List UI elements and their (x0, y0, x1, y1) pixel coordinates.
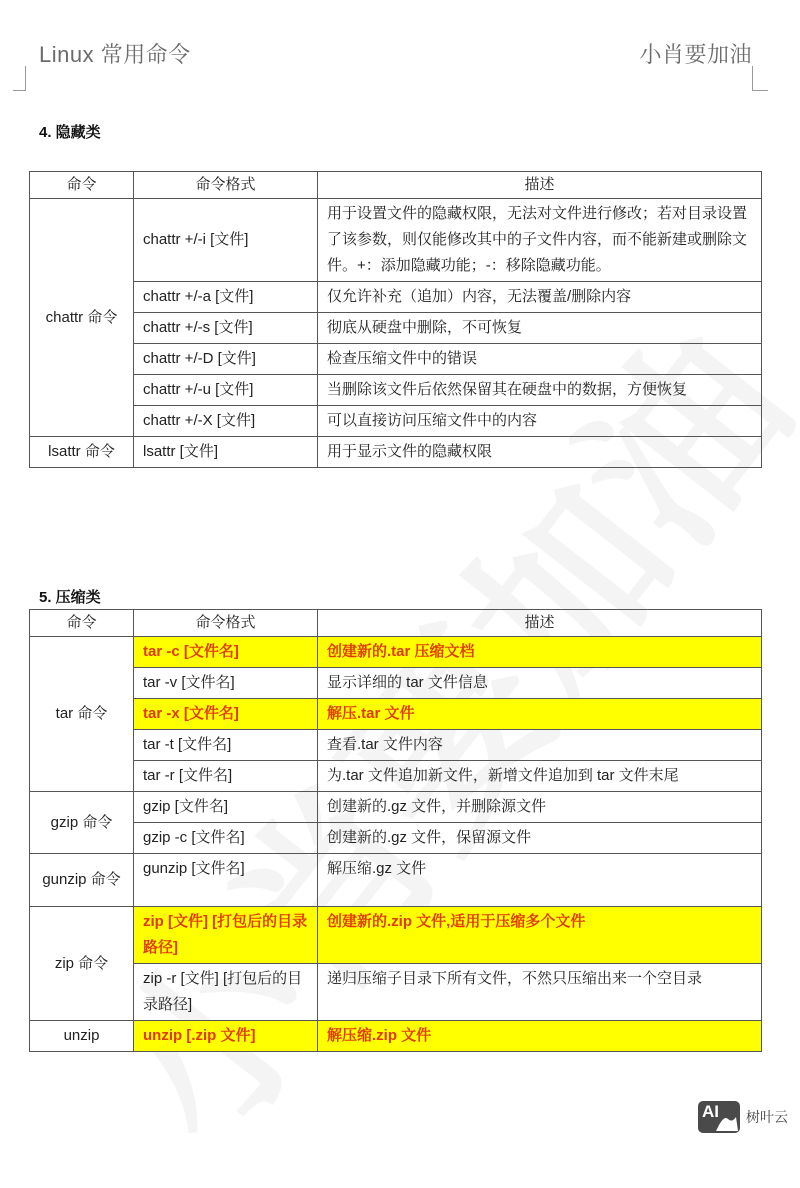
table-row (30, 792, 762, 823)
column-header: 描述 (318, 172, 762, 199)
command-description: 递归压缩子目录下所有文件，不然只压缩出来一个空目录 (318, 964, 762, 1021)
column-header: 命令 (30, 172, 134, 199)
table-row (30, 437, 762, 468)
table-row (30, 964, 762, 1021)
table-row (30, 823, 762, 854)
command-description: 创建新的.zip 文件,适用于压缩多个文件 (318, 907, 762, 964)
command-name: unzip (30, 1021, 134, 1052)
table-row-highlighted (30, 1021, 762, 1052)
table-row (30, 668, 762, 699)
section-title-compress: 5. 压缩类 (39, 589, 101, 606)
table-row-highlighted (30, 637, 762, 668)
command-format: chattr +/-a [文件] (134, 282, 318, 313)
command-description: 检查压缩文件中的错误 (318, 344, 762, 375)
document-title: Linux 常用命令 (39, 42, 191, 67)
command-description: 当删除该文件后依然保留其在硬盘中的数据，方便恢复 (318, 375, 762, 406)
command-format: tar -x [文件名] (134, 699, 318, 730)
command-format: gzip -c [文件名] (134, 823, 318, 854)
command-description: 为.tar 文件追加新文件，新增文件追加到 tar 文件末尾 (318, 761, 762, 792)
command-format: chattr +/-X [文件] (134, 406, 318, 437)
command-name: gzip 命令 (30, 792, 134, 854)
table-row (30, 406, 762, 437)
table-row (30, 199, 762, 282)
command-description: 用于显示文件的隐藏权限 (318, 437, 762, 468)
command-format: zip [文件] [打包后的目录路径] (134, 907, 318, 964)
table-row (30, 730, 762, 761)
command-format: gzip [文件名] (134, 792, 318, 823)
command-description: 创建新的.tar 压缩文档 (318, 637, 762, 668)
section-title-hidden: 4. 隐藏类 (39, 124, 101, 141)
column-header: 命令 (30, 610, 134, 637)
command-format: unzip [.zip 文件] (134, 1021, 318, 1052)
table-row (30, 854, 762, 907)
command-format: lsattr [文件] (134, 437, 318, 468)
command-description: 仅允许补充（追加）内容，无法覆盖/删除内容 (318, 282, 762, 313)
mountain-icon (698, 1101, 740, 1133)
table-row (30, 761, 762, 792)
compress-commands-table (29, 609, 762, 1052)
table-header-row (30, 610, 762, 637)
command-description: 用于设置文件的隐藏权限，无法对文件进行修改；若对目录设置了该参数，则仅能修改其中的子文件内容，而不能新建或删除文件。+：添加隐藏功能；-：移除隐藏功能。 (318, 199, 762, 282)
table-row (30, 313, 762, 344)
command-format: chattr +/-D [文件] (134, 344, 318, 375)
command-format: chattr +/-u [文件] (134, 375, 318, 406)
command-description: 彻底从硬盘中删除，不可恢复 (318, 313, 762, 344)
table-row (30, 344, 762, 375)
command-format: chattr +/-s [文件] (134, 313, 318, 344)
document-author: 小肖要加油 (639, 42, 752, 67)
command-description: 创建新的.gz 文件，并删除源文件 (318, 792, 762, 823)
table-row (30, 375, 762, 406)
command-name: chattr 命令 (30, 199, 134, 437)
hidden-commands-table (29, 171, 762, 468)
command-format: tar -r [文件名] (134, 761, 318, 792)
command-format: tar -t [文件名] (134, 730, 318, 761)
command-name: gunzip 命令 (30, 854, 134, 907)
command-name: tar 命令 (30, 637, 134, 792)
ai-image-icon: AI (698, 1101, 740, 1133)
header-corner-mark-right (752, 66, 768, 91)
command-description: 显示详细的 tar 文件信息 (318, 668, 762, 699)
command-description: 解压缩.zip 文件 (318, 1021, 762, 1052)
command-description: 解压缩.gz 文件 (318, 854, 762, 907)
table-row-highlighted (30, 699, 762, 730)
column-header: 描述 (318, 610, 762, 637)
command-format: zip -r [文件] [打包后的目录路径] (134, 964, 318, 1021)
command-format: tar -v [文件名] (134, 668, 318, 699)
command-format: gunzip [文件名] (134, 854, 318, 907)
table-header-row (30, 172, 762, 199)
command-description: 查看.tar 文件内容 (318, 730, 762, 761)
command-format: tar -c [文件名] (134, 637, 318, 668)
footer-logo (698, 1101, 788, 1133)
logo-label: 树叶云 (746, 1109, 788, 1125)
command-name: lsattr 命令 (30, 437, 134, 468)
table-row-highlighted (30, 907, 762, 964)
command-format: chattr +/-i [文件] (134, 199, 318, 282)
table-row (30, 282, 762, 313)
command-name: zip 命令 (30, 907, 134, 1021)
command-description: 解压.tar 文件 (318, 699, 762, 730)
column-header: 命令格式 (134, 610, 318, 637)
column-header: 命令格式 (134, 172, 318, 199)
command-description: 创建新的.gz 文件，保留源文件 (318, 823, 762, 854)
header-corner-mark-left (13, 66, 26, 91)
command-description: 可以直接访问压缩文件中的内容 (318, 406, 762, 437)
